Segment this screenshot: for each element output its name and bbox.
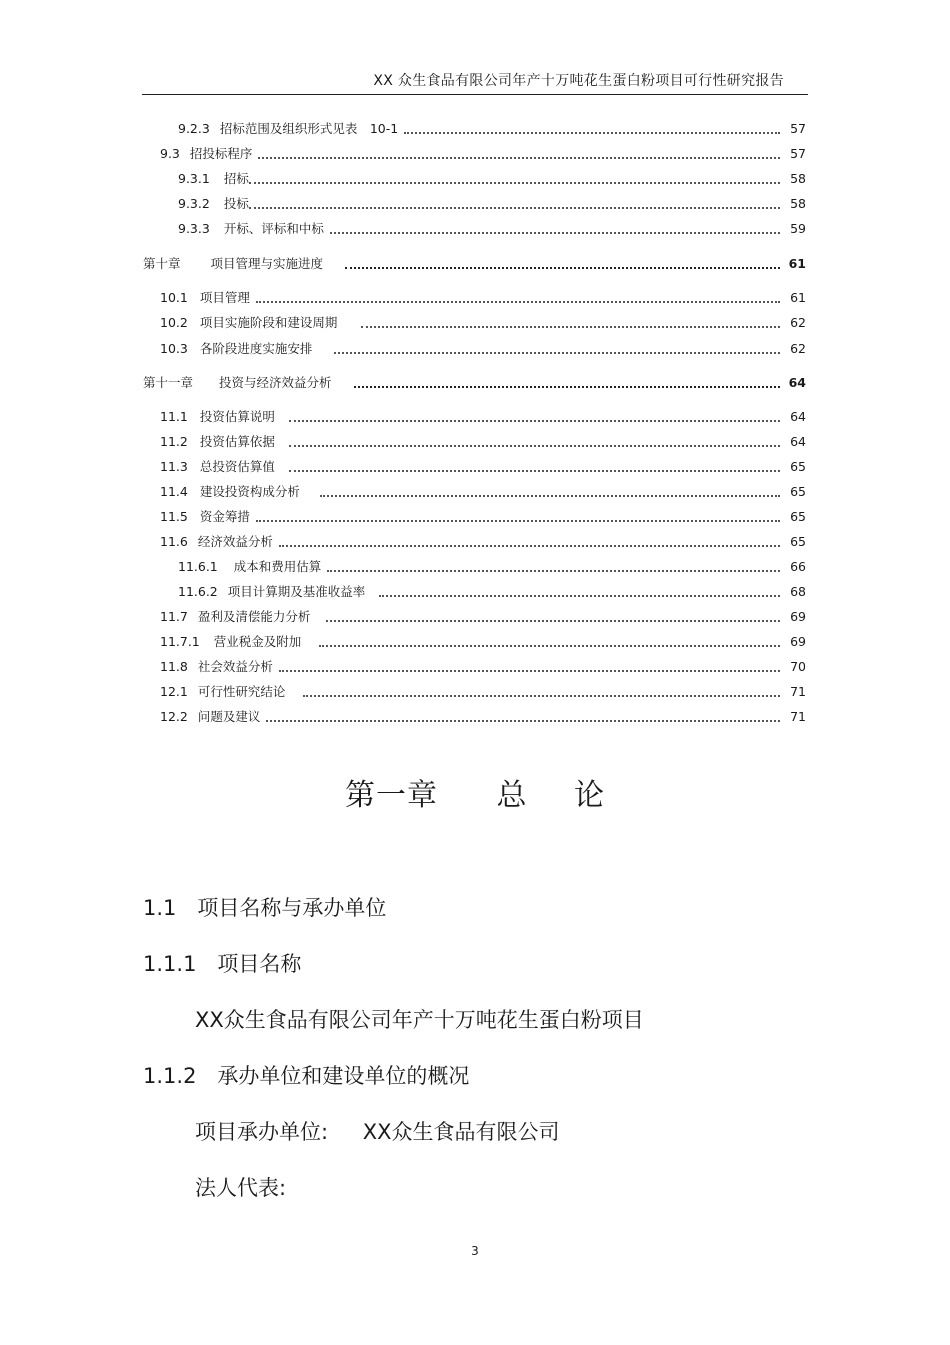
project-name: XX众生食品有限公司年产十万吨花生蛋白粉项目 (195, 1008, 644, 1032)
toc-entry-number: 9.2.3 (178, 121, 210, 136)
toc-entry[interactable] (160, 311, 806, 331)
toc-leader-dots (289, 420, 780, 422)
toc-entry-page: 71 (790, 709, 806, 724)
toc-entry-page: 65 (790, 534, 806, 549)
page-number: 3 (471, 1244, 479, 1258)
toc-entry-title: 开标、评标和中标 (223, 221, 324, 236)
toc-entry-title: 可行性研究结论 (197, 684, 286, 699)
toc-entry-number: 10.3 (160, 341, 188, 356)
legal-representative-label: 法人代表: (195, 1176, 287, 1200)
undertaking-unit-label: 项目承办单位: (195, 1120, 329, 1144)
toc-entry-page: 69 (790, 634, 806, 649)
toc-entry[interactable] (160, 505, 806, 525)
toc-leader-dots (327, 570, 780, 572)
toc-entry-number: 第十一章 (143, 375, 194, 390)
toc-entry-title: 招投标程序 (189, 146, 253, 161)
toc-entry-page: 61 (788, 256, 806, 271)
toc-entry[interactable] (160, 337, 806, 357)
toc-leader-dots (249, 182, 780, 184)
toc-entry[interactable] (160, 480, 806, 500)
toc-entry-number: 11.7 (160, 609, 188, 624)
toc-entry-number: 11.6 (160, 534, 188, 549)
toc-entry[interactable] (178, 580, 806, 600)
toc-leader-dots (404, 132, 780, 134)
toc-entry-number: 11.8 (160, 659, 188, 674)
toc-entry-title: 建设投资构成分析 (199, 484, 300, 499)
toc-entry-page: 71 (790, 684, 806, 699)
toc-entry-title: 项目管理 (199, 290, 250, 305)
toc-leader-dots (249, 207, 780, 209)
toc-entry-page: 62 (790, 315, 806, 330)
toc-leader-dots (330, 232, 780, 234)
toc-entry-page: 64 (790, 434, 806, 449)
toc-leader-dots (326, 620, 780, 622)
toc-entry-number: 11.4 (160, 484, 188, 499)
chapter-heading (0, 770, 950, 814)
toc-entry-page: 58 (790, 171, 806, 186)
toc-entry-number: 12.1 (160, 684, 188, 699)
chapter-number: 第一章 (344, 778, 438, 813)
toc-entry-title: 项目计算期及基准收益率 (227, 584, 366, 599)
toc-leader-dots (279, 670, 780, 672)
toc-entry-title: 总投资估算值 (199, 459, 275, 474)
toc-entry-title: 营业税金及附加 (213, 634, 302, 649)
toc-leader-dots (256, 520, 780, 522)
toc-entry-number: 9.3.3 (178, 221, 210, 236)
undertaking-unit-value: XX众生食品有限公司 (362, 1120, 560, 1144)
toc-chapter-entry[interactable] (143, 252, 806, 272)
toc-entry-title: 项目管理与实施进度 (210, 256, 324, 271)
toc-entry-number: 11.1 (160, 409, 188, 424)
toc-leader-dots (289, 445, 780, 447)
toc-leader-dots (279, 545, 780, 547)
toc-entry-page: 70 (790, 659, 806, 674)
subsection-heading: 1.1.1 项目名称 (143, 952, 302, 976)
toc-entry-number: 11.5 (160, 509, 188, 524)
toc-entry-title: 招标 (223, 171, 249, 186)
toc-entry[interactable] (160, 630, 806, 650)
toc-leader-dots (379, 595, 780, 597)
toc-entry-page: 57 (790, 121, 806, 136)
chapter-title-word: 论 (574, 778, 606, 813)
toc-entry-title: 招标范围及组织形式见表 10-1 (219, 121, 399, 136)
toc-entry[interactable] (178, 167, 806, 187)
toc-entry-title: 经济效益分析 (197, 534, 273, 549)
toc-entry-title: 投资与经济效益分析 (219, 375, 332, 390)
toc-entry[interactable] (160, 680, 806, 700)
toc-leader-dots (319, 645, 780, 647)
toc-leader-dots (354, 386, 780, 388)
toc-entry[interactable] (178, 117, 806, 137)
toc-entry-page: 65 (790, 509, 806, 524)
toc-entry-page: 58 (790, 196, 806, 211)
toc-entry-number: 11.2 (160, 434, 188, 449)
toc-entry-title: 各阶段进度实施安排 (199, 341, 313, 356)
toc-entry-title: 问题及建议 (197, 709, 261, 724)
toc-entry-number: 9.3.2 (178, 196, 210, 211)
toc-entry-number: 12.2 (160, 709, 188, 724)
toc-entry-title: 成本和费用估算 (233, 559, 322, 574)
toc-entry-title: 社会效益分析 (197, 659, 273, 674)
toc-entry-number: 9.3.1 (178, 171, 210, 186)
toc-entry-page: 64 (790, 409, 806, 424)
toc-entry-title: 项目实施阶段和建设周期 (199, 315, 338, 330)
toc-entry-title: 资金筹措 (199, 509, 250, 524)
toc-leader-dots (289, 470, 780, 472)
toc-leader-dots (361, 326, 780, 328)
toc-entry-number: 10.1 (160, 290, 188, 305)
toc-entry-page: 68 (790, 584, 806, 599)
toc-entry[interactable] (160, 530, 806, 550)
toc-leader-dots (256, 301, 780, 303)
toc-entry-title: 投资估算说明 (199, 409, 275, 424)
toc-entry-page: 65 (790, 484, 806, 499)
toc-entry[interactable] (160, 142, 806, 162)
toc-entry[interactable] (160, 405, 806, 425)
toc-entry[interactable] (178, 555, 806, 575)
header-title: XX 众生食品有限公司年产十万吨花生蛋白粉项目可行性研究报告 (373, 73, 784, 89)
toc-entry-page: 62 (790, 341, 806, 356)
toc-leader-dots (345, 267, 780, 269)
toc-entry-page: 65 (790, 459, 806, 474)
toc-entry[interactable] (160, 430, 806, 450)
toc-entry-page: 69 (790, 609, 806, 624)
chapter-title-word: 总 (496, 778, 528, 813)
toc-entry-page: 59 (790, 221, 806, 236)
undertaking-unit-line (195, 1116, 560, 1146)
toc-entry[interactable] (178, 192, 806, 212)
toc-leader-dots (303, 695, 780, 697)
toc-chapter-entry[interactable] (143, 371, 806, 391)
toc-entry-number: 11.3 (160, 459, 188, 474)
toc-entry-title: 投标 (223, 196, 249, 211)
toc-entry-page: 61 (790, 290, 806, 305)
toc-entry-title: 盈利及清偿能力分析 (197, 609, 311, 624)
toc-entry-number: 10.2 (160, 315, 188, 330)
toc-entry-number: 11.7.1 (160, 634, 200, 649)
toc-entry-number: 9.3 (160, 146, 180, 161)
toc-entry-page: 66 (790, 559, 806, 574)
page-header (142, 62, 808, 95)
toc-entry[interactable] (160, 605, 806, 625)
section-heading: 1.1 项目名称与承办单位 (143, 896, 387, 920)
toc-entry[interactable] (178, 217, 806, 237)
toc-entry[interactable] (160, 655, 806, 675)
toc-entry-number: 11.6.1 (178, 559, 218, 574)
toc-leader-dots (258, 157, 780, 159)
toc-leader-dots (334, 352, 780, 354)
toc-leader-dots (266, 720, 780, 722)
toc-entry[interactable] (160, 455, 806, 475)
toc-entry[interactable] (160, 286, 806, 306)
toc-entry-number: 第十章 (143, 256, 181, 271)
toc-leader-dots (320, 495, 780, 497)
toc-entry-page: 64 (788, 375, 806, 390)
subsection-heading: 1.1.2 承办单位和建设单位的概况 (143, 1064, 470, 1088)
toc-entry[interactable] (160, 705, 806, 725)
toc-entry-title: 投资估算依据 (199, 434, 275, 449)
toc-entry-page: 57 (790, 146, 806, 161)
toc-entry-number: 11.6.2 (178, 584, 218, 599)
